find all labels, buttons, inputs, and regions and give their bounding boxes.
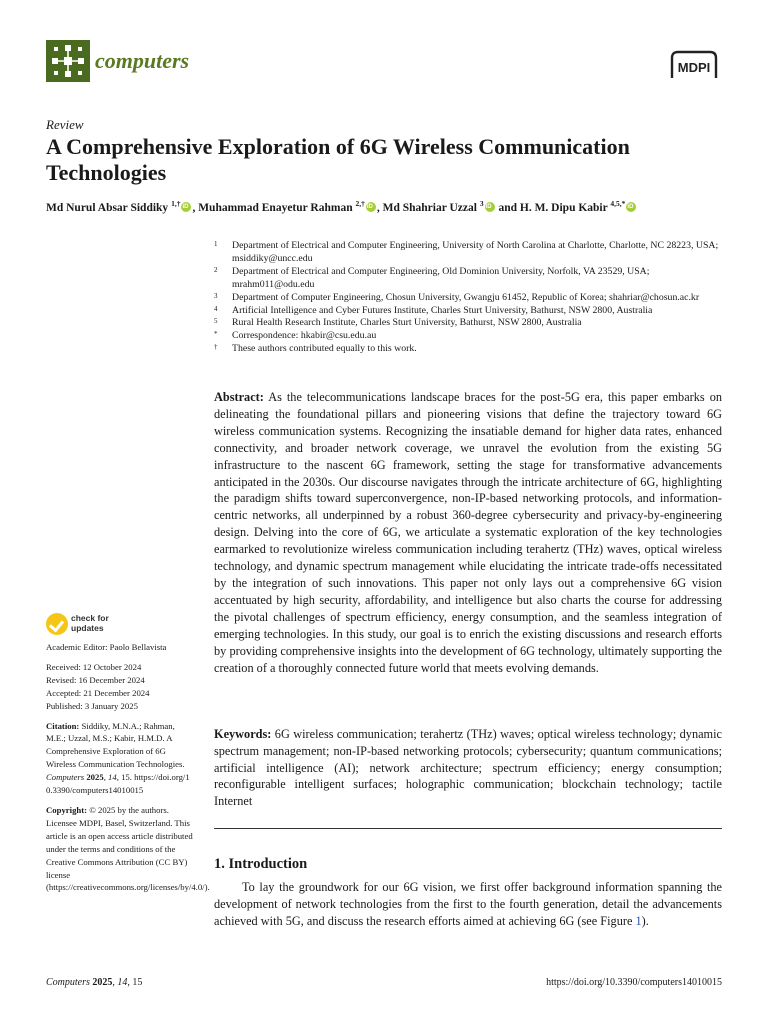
footer-year: 2025 <box>92 977 113 988</box>
copyright-text: © 2025 by the authors. Licensee MDPI, Basel, Switzerland. This article is an open access article distributed under the terms and conditions of the Creative Commons Attribution (CC BY) license (https://creativecommons.org/licenses/by/4.0/). <box>46 804 210 893</box>
affiliation-item <box>214 305 724 318</box>
author-list <box>46 199 736 214</box>
date-received: Received: 12 October 2024 <box>46 661 142 672</box>
publisher-logo-text: MDPI <box>677 60 711 75</box>
date-published: Published: 3 January 2025 <box>46 700 138 711</box>
orcid-icon[interactable] <box>181 202 191 212</box>
citation-journal: Computers <box>46 772 85 783</box>
footer-journal: Computers <box>46 977 90 988</box>
introduction-text <box>214 879 722 930</box>
affiliation-text: Rural Health Research Institute, Charles Sturt University, Bathurst, NSW 2800, Australia <box>232 317 582 329</box>
citation-year: 2025 <box>86 772 104 783</box>
orcid-icon[interactable] <box>485 202 495 212</box>
article-title: A Comprehensive Exploration of 6G Wireless Communication Technologies <box>46 134 630 185</box>
copyright-block <box>46 804 210 894</box>
affiliation-mark: 3 <box>214 291 218 300</box>
affiliation-text: Department of Electrical and Computer Engineering, Old Dominion University, Norfolk, VA 23529, USA; mrahm011@odu.edu <box>232 265 650 290</box>
intro-text-before: To lay the groundwork for our 6G vision, we first offer background information spanning the development of network technologies from the first to the fourth generation, detail the advancements achieved with 5G, and discuss the research efforts aimed at achieving 6G (see Figure <box>214 880 722 928</box>
keywords <box>214 726 722 810</box>
affiliation-item <box>214 330 724 343</box>
abstract <box>214 389 722 676</box>
sidebar-metadata <box>46 641 210 901</box>
article-type: Review <box>46 117 84 132</box>
affiliation-text: These authors contributed equally to this work. <box>232 343 417 355</box>
footer-citation: Computers 2025, 14, 15 <box>46 977 143 988</box>
affiliation-mark: 4 <box>214 304 218 313</box>
author-name: H. M. Dipu Kabir <box>519 201 611 214</box>
affiliation-item <box>214 292 724 305</box>
abstract-text: As the telecommunications landscape braces for the post-5G era, this paper embarks on delineating the foundational pillars and pioneering visions that define the trajectory toward 6G wireless communication systems. Recognizing the insatiable demand for higher data rates, enhanced connectivity, and broader network coverage, we unravel the evolution from the existing 5G infrastructure to the nascent 6G framework, setting the stage for transformative advancements anticipated in the 2030s. Our discourse navigates through the intricate architecture of 6G, highlighting the paradigm shifts toward superconvergence, non-IP-based networking protocols, and information-centric networks, all underpinned by a robust 360-degree cybersecurity and privacy-by-engineering design. Delving into the core of 6G, we articulate a systematic exploration of the key technologies earmarked to revolutionize wireless communication including terahertz (THz) waves, optical wireless technology, and dynamic spectrum management while elucidating the intricate trade-offs necessitated by the integration of such innovations. This paper not only lays out a comprehensive 6G vision accentuated by high security, affordability, and intelligence but also charts the course for addressing the pivotal challenges of spectrum efficiency, energy consumption, and the seamless integration of emerging technologies. In this study, our goal is to enrich the existing discussions and research efforts by providing comprehensive insights into the development of 6G technology, ultimately supporting the creation of a thoroughly connected future world that meets evolving demands. <box>214 390 722 675</box>
section-heading-introduction: 1. Introduction <box>214 856 308 872</box>
orcid-icon[interactable] <box>366 202 376 212</box>
intro-text-after: ). <box>641 913 649 928</box>
affiliation-text: Department of Computer Engineering, Chosun University, Gwangju 61452, Republic of Korea; shahriar@chosun.ac.kr <box>232 291 700 303</box>
journal-network-icon <box>46 40 90 82</box>
footer-doi-link[interactable]: https://doi.org/10.3390/computers14010015 <box>546 977 722 988</box>
citation-label: Citation: <box>46 720 80 731</box>
date-revised: Revised: 16 December 2024 <box>46 674 145 685</box>
abstract-label: Abstract: <box>214 390 264 404</box>
affiliation-item <box>214 266 724 292</box>
author-separator: , <box>192 201 199 214</box>
affiliation-mark: 1 <box>214 240 218 248</box>
author-affiliation-mark: 2,† <box>355 199 365 208</box>
affiliation-item <box>214 317 724 330</box>
mdpi-logo <box>666 50 722 80</box>
check-updates-icon <box>46 613 68 635</box>
copyright-label: Copyright: <box>46 804 88 815</box>
journal-name: computers <box>95 48 190 73</box>
affiliation-text: Department of Electrical and Computer Engineering, University of North Carolina at Charlotte, Charlotte, NC 28223, USA; msiddiky@uncc.edu <box>232 240 719 264</box>
author-separator: , <box>376 201 383 214</box>
citation-block: Citation: Siddiky, M.N.A.; Rahman, M.E.; Uzzal, M.S.; Kabir, H.M.D. A Comprehensive Exploration of 6G Wireless Communication Technologies. Computers 2025, 14, 15. https://doi.org/10.3390/computers14010015 <box>46 720 190 796</box>
keywords-label: Keywords: <box>214 727 272 741</box>
academic-editor: Academic Editor: Paolo Bellavista <box>46 642 167 652</box>
date-accepted: Accepted: 21 December 2024 <box>46 687 150 698</box>
footer-article-number: , 15 <box>127 977 143 988</box>
author-affiliation-mark: 1,† <box>171 199 181 208</box>
affiliation-mark: 2 <box>214 265 218 274</box>
affiliation-mark: * <box>214 330 218 339</box>
orcid-icon[interactable] <box>626 202 636 212</box>
check-updates-line1: check for <box>71 613 109 623</box>
figure-reference-link[interactable]: 1 <box>635 913 642 928</box>
affiliation-mark: 5 <box>214 317 218 326</box>
check-updates-line2: updates <box>71 623 104 633</box>
affiliation-list <box>214 240 724 356</box>
affiliation-mark: † <box>214 343 218 352</box>
affiliation-text: Artificial Intelligence and Cyber Futures Institute, Charles Sturt University, Bathurst, NSW 2800, Australia <box>232 304 653 316</box>
author-affiliation-mark: 4,5,* <box>610 199 626 208</box>
dates-block <box>46 661 196 713</box>
citation-pages: , 15. <box>116 772 132 783</box>
section-divider <box>214 828 722 829</box>
affiliation-item <box>214 240 724 266</box>
footer-volume: 14 <box>117 977 128 988</box>
citation-doi-link[interactable]: https://doi.org/10.3390/computers14010015 <box>46 772 190 796</box>
author-name: Md Nurul Absar Siddiky <box>46 201 172 214</box>
author-name: Md Shahriar Uzzal <box>382 201 480 214</box>
citation-volume: 14 <box>108 772 117 783</box>
author-separator: and <box>495 201 520 214</box>
citation-authors: Siddiky, M.N.A.; Rahman, M.E.; Uzzal, M.S.; Kabir, H.M.D. A Comprehensive Exploration of 6G Wireless Communication Technologies. <box>46 720 185 770</box>
author-name: Muhammad Enayetur Rahman <box>198 201 356 214</box>
affiliation-item <box>214 343 724 356</box>
check-for-updates-button[interactable] <box>46 613 146 637</box>
keywords-text: 6G wireless communication; terahertz (THz) waves; optical wireless technology; dynamic spectrum management; non-IP-based networking protocols; cybersecurity; quantum communications; artificial intelligence (AI); network architecture; spectrum efficiency; energy consumption; reconfigurable intelligent surfaces; holographic communication; blockchain technology; tactile Internet <box>214 727 722 809</box>
affiliation-text: Correspondence: hkabir@csu.edu.au <box>232 330 377 342</box>
author-affiliation-mark: 3 <box>479 199 484 208</box>
